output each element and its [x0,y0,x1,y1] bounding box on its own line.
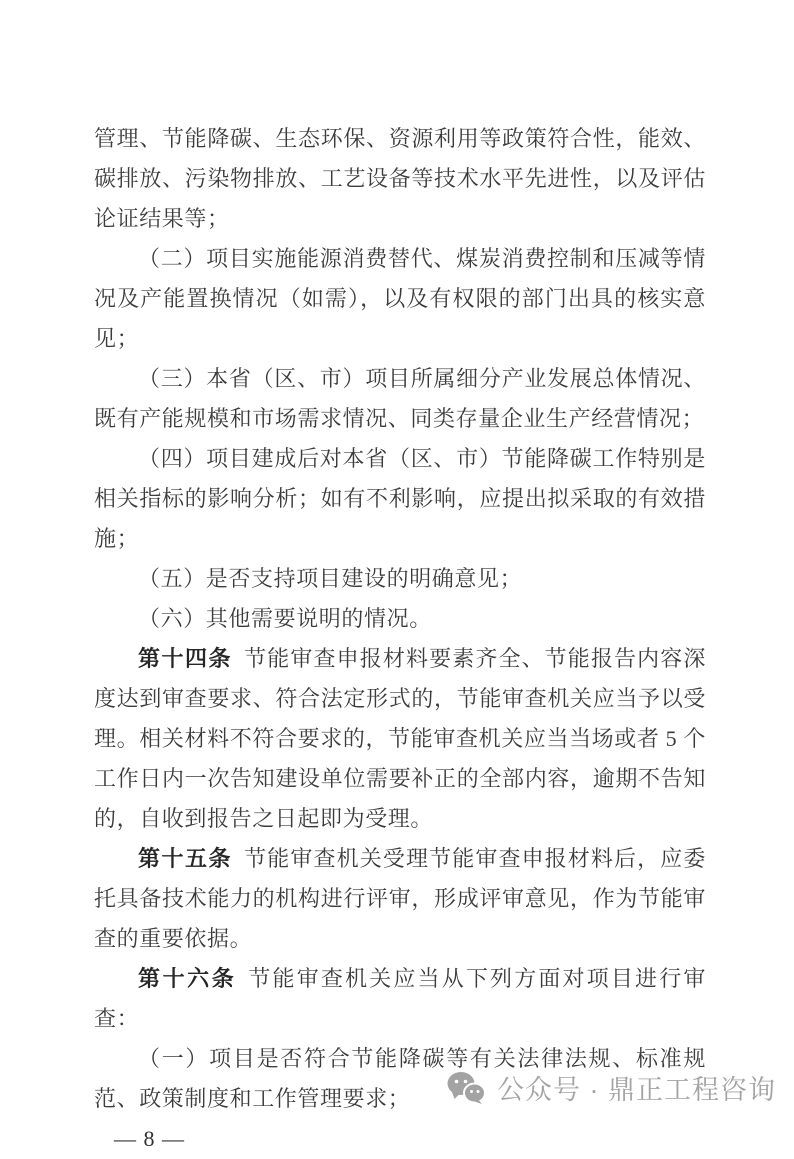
paragraph: （一）项目是否符合节能降碳等有关法律法规、标准规范、政策制度和工作管理要求； [94,1046,706,1111]
watermark-footer [446,1068,776,1107]
document-body [94,119,706,1159]
watermark-text: 公众号 · 鼎正工程咨询 [497,1075,776,1105]
paragraph: 管理、节能降碳、生态环保、资源利用等政策符合性，能效、碳排放、污染物排放、工艺设备等技术水平先进性，以及评估论证结果等； [94,126,706,231]
paragraph: （四）项目建成后对本省（区、市）节能降碳工作特别是相关指标的影响分析；如有不利影响，应提出拟采取的有效措施； [94,446,706,551]
paragraph: （三）本省（区、市）项目所属细分产业发展总体情况、既有产能规模和市场需求情况、同类存量企业生产经营情况； [94,366,706,431]
article-body-text: 节能审查申报材料要素齐全、节能报告内容深度达到审查要求、符合法定形式的，节能审查机关应当予以受理。相关材料不符合要求的，节能审查机关应当当场或者 5 个工作日内一次告知建设单位需要补正的全部内容，逾期不告知的，自收到报告之日起即为受理。 [94,646,706,831]
paragraph-article-14 [94,639,706,839]
paragraph-article-15 [94,839,706,959]
paragraph: （五）是否支持项目建设的明确意见； [138,566,523,591]
article-body-text: 节能审查机关应当从下列方面对项目进行审查： [94,966,706,1031]
article-number-heading: 第十五条 [138,846,233,871]
article-number-heading: 第十六条 [138,966,237,991]
paragraph: （六）其他需要说明的情况。 [138,606,432,631]
page-number: — 8 — [114,1126,185,1151]
article-number-heading: 第十四条 [138,646,233,671]
article-body-text: 节能审查机关受理节能审查申报材料后，应委托具备技术能力的机构进行评审，形成评审意见，作为节能审查的重要依据。 [94,846,706,951]
paragraph: （二）项目实施能源消费替代、煤炭消费控制和压减等情况及产能置换情况（如需），以及有权限的部门出具的核实意见； [94,246,706,351]
wechat-icon [446,1071,486,1105]
paragraph-article-16 [94,959,706,1039]
